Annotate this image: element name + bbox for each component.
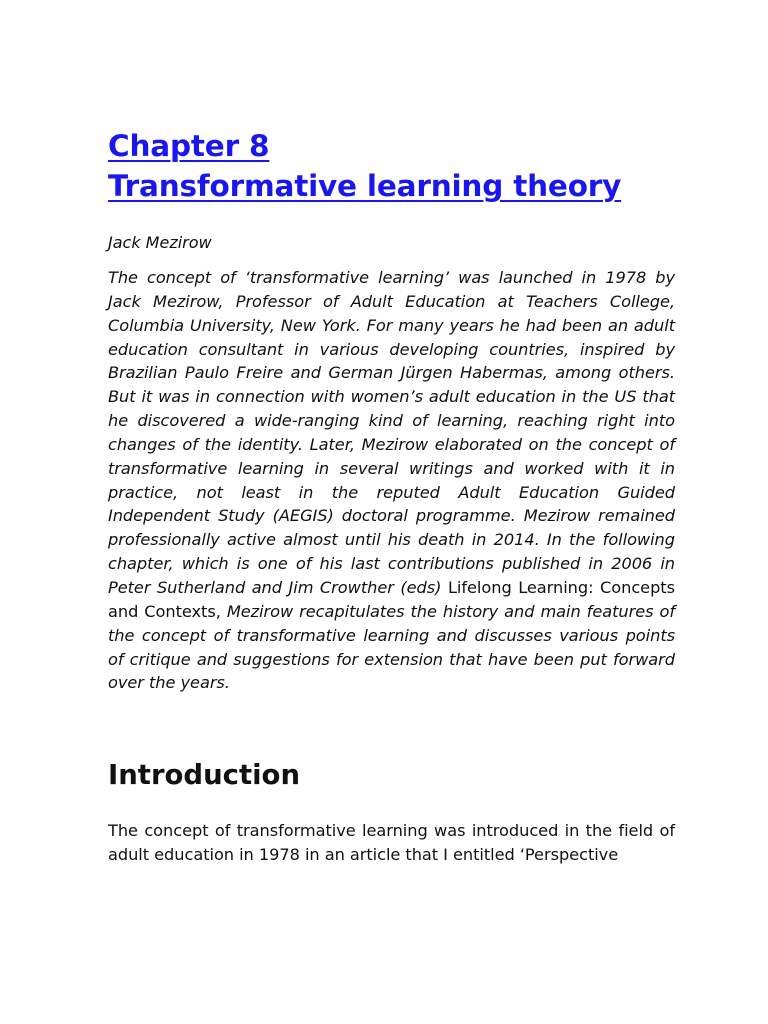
chapter-name[interactable]: Transformative learning theory (108, 169, 622, 203)
abstract-book-title: Lifelong Learning: Concepts and Contexts, (108, 577, 675, 621)
chapter-abstract (108, 266, 675, 695)
chapter-title-link[interactable] (108, 126, 675, 206)
section-heading-introduction: Introduction (108, 759, 301, 792)
abstract-text-part1: The concept of ‘transformative learning’ was launched in 1978 by Jack Mezirow, Professor of Adult Education at Teachers College, Columbia University, New York. For many years he had been an adult education consultant in various developing countries, inspired by Brazilian Paulo Freire and German Jürgen Habermas, among others. But it was in connection with women’s adult education in the US that he discovered a wide-ranging kind of learning, reaching right into changes of the identity. Later, Mezirow elaborated on the concept of transformative learning in several writings and worked with it in practice, not least in the reputed Adult Education Guided Independent Study (AEGIS) doctoral programme. Mezirow remained professionally active almost until his death in 2014. In the following chapter, which is one of his last contributions published in 2006 in Peter Sutherland and Jim Crowther (eds) (108, 268, 675, 597)
document-page (108, 126, 675, 867)
chapter-number[interactable]: Chapter 8 (108, 129, 270, 163)
author-name: Jack Mezirow (108, 233, 212, 252)
abstract-text-part2: Mezirow recapitulates the history and main features of the concept of transformative learning and discusses various points of critique and suggestions for extension that have been put forward over the years. (108, 601, 675, 693)
introduction-paragraph: The concept of transformative learning was introduced in the field of adult education in 1978 in an article that I entitled ‘Perspective (108, 821, 675, 865)
